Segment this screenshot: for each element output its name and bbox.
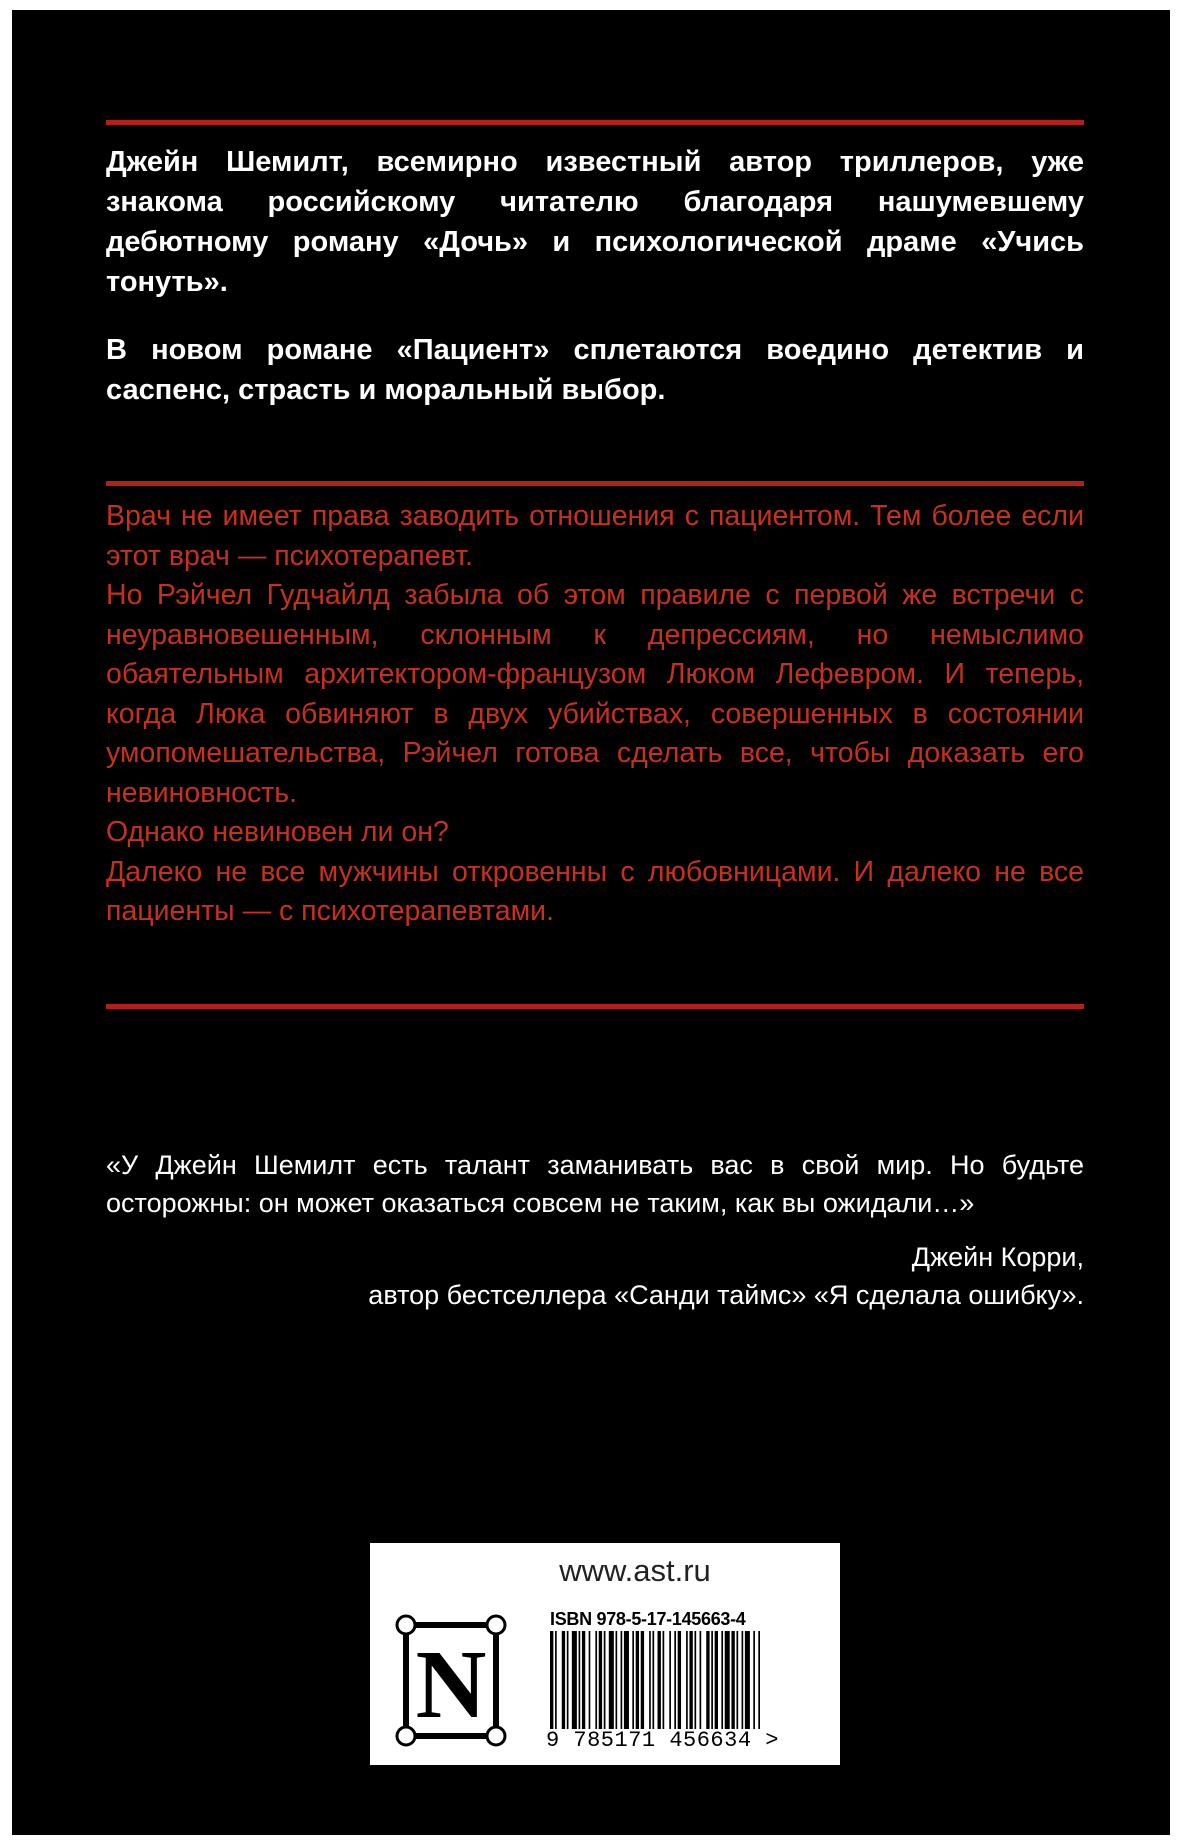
- quote-author: Джейн Корри,: [911, 1242, 1084, 1272]
- imprint-box: [370, 1543, 840, 1765]
- isbn-number: ISBN 978-5-17-145663-4: [550, 1609, 746, 1629]
- bottom-divider: [106, 1004, 1084, 1009]
- intro-section: [106, 142, 1084, 410]
- annotation-paragraph: Далеко не все мужчины откровенны с любовницами. И далеко не все пациенты — с психотерапевтами.: [106, 855, 1084, 927]
- quote-attribution: [106, 1238, 1084, 1314]
- annotation-paragraph: Однако невиновен ли он?: [106, 816, 449, 848]
- middle-divider: [106, 481, 1084, 486]
- barcode-image: [550, 1631, 802, 1729]
- publisher-logo-icon: [392, 1613, 510, 1748]
- annotation-paragraph: Врач не имеет права заводить отношения с пациентом. Тем более если этот врач — психотерапевт.: [106, 500, 1084, 572]
- intro-paragraph-1: Джейн Шемилт, всемирно известный автор триллеров, уже знакома российскому читателю благодаря нашумевшему дебютному роману «Дочь» и психологической драме «Учись тонуть».: [106, 146, 1084, 298]
- ean-digits: 9 785171 456634 >: [546, 1728, 779, 1753]
- publisher-website: www.ast.ru: [559, 1553, 711, 1588]
- annotation-paragraph: Но Рэйчел Гудчайлд забыла об этом правиле с первой же встречи с неуравновешенным, склонным к депрессиям, но немыслимо обаятельным архитектором-французом Люком Лефевром. И теперь, когда Люка обвиняют в двух убийствах, совершенных в состоянии умопомешательства, Рэйчел готова сделать все, чтобы доказать его невиновность.: [106, 579, 1084, 809]
- top-divider: [106, 120, 1084, 125]
- logo-letter: N: [415, 1631, 487, 1739]
- intro-paragraph-2: В новом романе «Пациент» сплетаются воедино детектив и саспенс, страсть и моральный выбор.: [106, 334, 1084, 406]
- review-quote: «У Джейн Шемилт есть талант заманивать вас в свой мир. Но будьте осторожны: он может оказаться совсем не таким, как вы ожидали…»: [106, 1150, 1084, 1218]
- annotation-section: [106, 497, 1084, 932]
- quote-author-credit: автор бестселлера «Санди таймс» «Я сделала ошибку».: [368, 1280, 1084, 1310]
